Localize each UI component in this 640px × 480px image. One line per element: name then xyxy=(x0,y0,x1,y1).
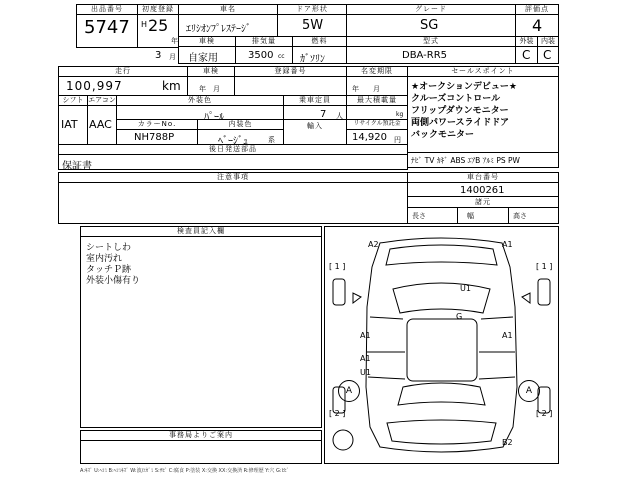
name-change-header: 名変期限 xyxy=(361,67,393,75)
mark-bracket-br: [ 2 ] xyxy=(536,409,553,418)
ext-color-header: 外装色 xyxy=(188,96,212,104)
mileage-header: 走行 xyxy=(115,67,131,75)
aircon-header: エアコン xyxy=(88,96,116,104)
mark-a1-lower: A1 xyxy=(360,354,371,363)
recycle-fee: 14,920 xyxy=(352,132,387,143)
car-diagram xyxy=(324,226,559,464)
grade-header: グレード xyxy=(415,5,447,13)
inspection-date: 年 月 xyxy=(199,85,220,93)
notes-header: 注意事項 xyxy=(217,173,249,181)
sales-point-header: セールスポイント xyxy=(451,67,515,75)
inspector-notes-header: 検査員記入欄 xyxy=(177,227,225,235)
displacement: 3500 xyxy=(248,50,274,61)
aircon: AAC xyxy=(89,118,112,131)
mark-bracket-bl: [ 2 ] xyxy=(329,409,346,418)
car-name-header: 車名 xyxy=(220,5,236,13)
int-color: ﾍﾞｰｼﾞｭ xyxy=(218,136,248,147)
capacity: 7 xyxy=(320,109,327,120)
fuel: ｶﾞｿﾘﾝ xyxy=(300,54,325,65)
post-equipment: 保証書 xyxy=(62,161,92,172)
sales-point-4: 両側パワースライドドア xyxy=(411,118,510,128)
score-header: 評価点 xyxy=(525,5,549,13)
mark-bracket-tr: [ 1 ] xyxy=(536,262,553,271)
mark-a2: A2 xyxy=(368,240,379,249)
capacity-unit: 人 xyxy=(336,112,343,120)
inspection-header-2: 車検 xyxy=(203,67,219,75)
year: 25 xyxy=(148,16,169,35)
mark-a1-top: A1 xyxy=(502,240,513,249)
mark-bracket-tl: [ 1 ] xyxy=(329,262,346,271)
office-notes-header: 事務局よりご案内 xyxy=(169,431,233,439)
import-header: 輸入 xyxy=(307,122,323,130)
height-label: 高さ xyxy=(513,212,527,220)
exterior-grade: C xyxy=(522,48,531,62)
ext-color: ﾊﾟｰﾙ xyxy=(204,112,224,123)
grade: SG xyxy=(420,18,439,33)
sales-point-1: ★オークションデビュー★ xyxy=(411,82,517,92)
mark-a1-right: A1 xyxy=(502,331,513,340)
car-outline-svg xyxy=(325,227,558,463)
chassis-header: 車台番号 xyxy=(467,173,499,181)
mark-u1-lower: U1 xyxy=(360,368,371,377)
max-load-header: 最大積載量 xyxy=(357,96,397,104)
door-shape-header: ドア形状 xyxy=(296,5,328,13)
shift-header: シフト xyxy=(62,96,84,104)
inspection-header: 車検 xyxy=(199,37,215,45)
displacement-unit: cc xyxy=(278,53,285,60)
color-no: NH788P xyxy=(134,132,175,143)
sales-point-5: バックモニター xyxy=(411,130,475,140)
lot-number-header: 出品番号 xyxy=(91,5,123,13)
width-label: 幅 xyxy=(467,212,474,220)
interior-grade: C xyxy=(543,48,552,62)
month-unit: 月 xyxy=(169,53,176,61)
inspector-note-3: タッチＰ跡 xyxy=(86,265,132,275)
inspector-note-4: 外装小傷有り xyxy=(86,276,141,286)
mark-u1-roof: U1 xyxy=(460,284,471,293)
usage: 自家用 xyxy=(188,53,218,64)
mark-b2: B2 xyxy=(502,438,513,447)
lot-number: 5747 xyxy=(84,17,130,38)
month: 3 xyxy=(155,50,162,61)
recycle-header: リサイクル預託金 xyxy=(353,120,401,127)
capacity-header: 乗車定員 xyxy=(299,96,331,104)
model-type-header: 型式 xyxy=(423,37,439,45)
mileage-unit: km xyxy=(162,79,181,93)
interior-header: 内装 xyxy=(541,37,555,45)
mark-a1-left: A1 xyxy=(360,331,371,340)
model-type: DBA-RR5 xyxy=(402,50,448,61)
displacement-header: 排気量 xyxy=(252,37,276,45)
length-label: 長さ xyxy=(412,212,426,220)
inspector-note-1: シートしわ xyxy=(86,243,132,253)
reg-number-header: 登録番号 xyxy=(274,67,307,75)
era: H xyxy=(141,20,148,29)
score: 4 xyxy=(532,16,543,35)
int-color-suffix: 系 xyxy=(268,136,275,144)
load-unit: kg xyxy=(396,111,404,118)
color-no-header: カラーNo. xyxy=(137,120,177,128)
first-reg-header: 初度登録 xyxy=(142,5,174,13)
door-shape: 5W xyxy=(302,18,324,33)
dimensions-header: 諸元 xyxy=(475,198,491,206)
recycle-unit: 円 xyxy=(394,136,401,144)
year-unit: 年 xyxy=(171,37,178,45)
mileage: 100,997 xyxy=(66,79,123,93)
car-name: ｴﾘｼｵﾝﾌﾟﾚｽﾃｰｼﾞ xyxy=(186,24,251,35)
exterior-header: 外装 xyxy=(519,37,534,45)
inspector-note-2: 室内汚れ xyxy=(86,254,123,264)
equipment-list: ﾅﾋﾞ TV ｶｷﾞ ABS ｴｱB ｱﾙﾐ PS PW xyxy=(411,156,520,165)
post-equipment-header: 後日発送部品 xyxy=(209,145,257,153)
mark-a-right: A xyxy=(518,380,540,402)
mark-g: G xyxy=(456,312,463,321)
footer-legend: A:ｷｽﾞ U:ﾍｺﾐ B:ﾍｺﾐｷｽﾞ W:波/ﾕｶﾞﾐ S:ｻﾋﾞ C:腐食 P:塗装 X:交換 XX:交換済 R:修理歴 Y:穴 G:ﾋﾋﾞ xyxy=(80,468,289,474)
int-color-header: 内装色 xyxy=(228,120,253,128)
shift: IAT xyxy=(61,118,78,131)
sales-point-2: クルーズコントロール xyxy=(411,94,501,104)
sales-point-3: フリップダウンモニター xyxy=(411,106,509,116)
mark-a-left: A xyxy=(338,380,360,402)
chassis-number: 1400261 xyxy=(460,185,505,196)
fuel-header: 燃料 xyxy=(311,37,328,45)
